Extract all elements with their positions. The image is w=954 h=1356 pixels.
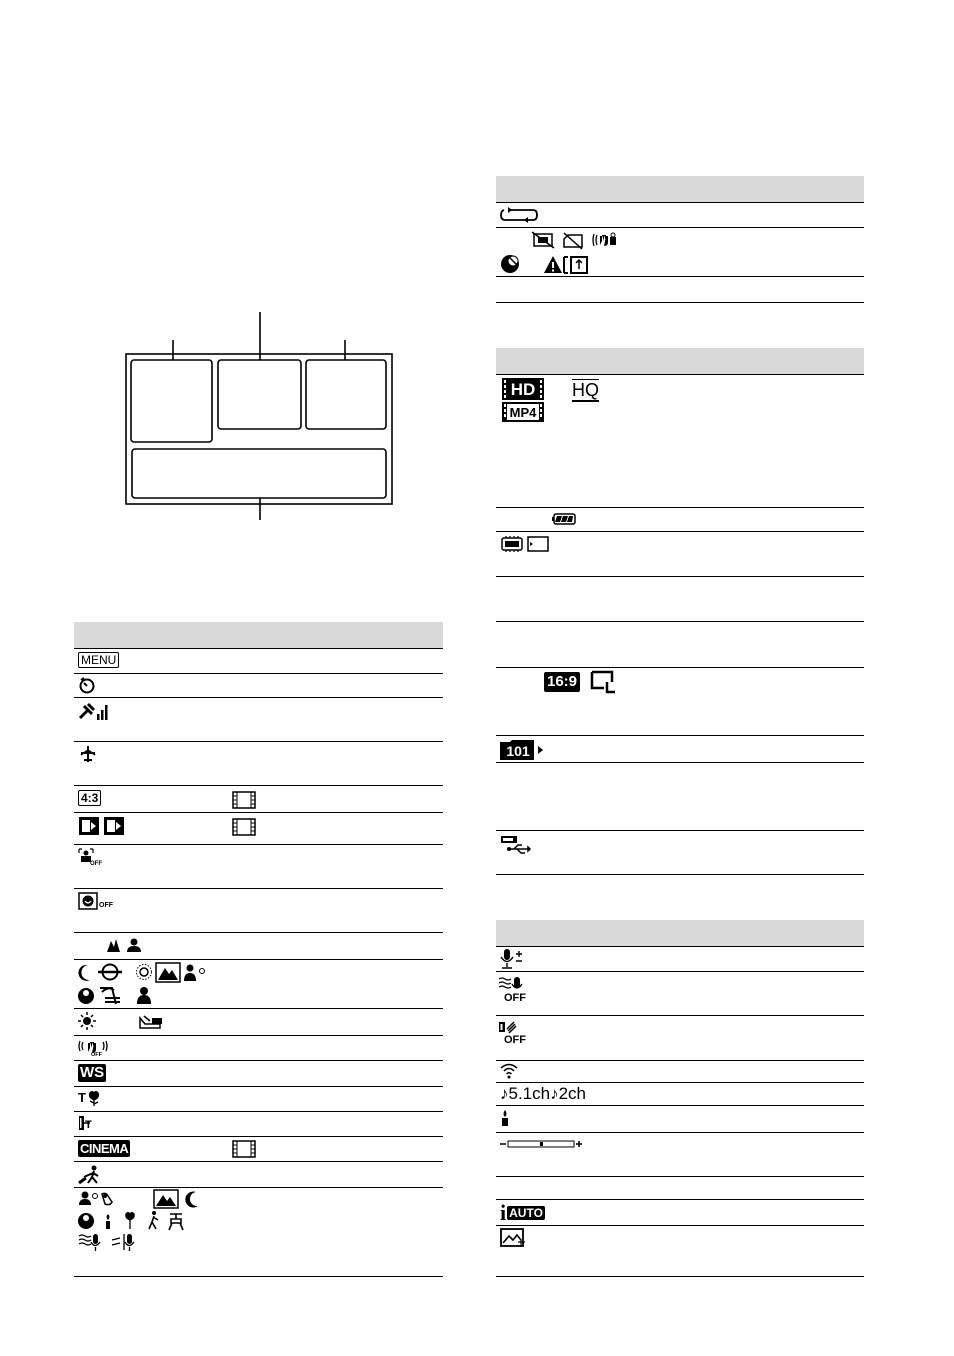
wireless-icon [500, 1063, 518, 1079]
svg-text:MP4: MP4 [509, 405, 537, 420]
svg-text:T: T [85, 1119, 92, 1131]
aspect-4-3-icon: 4:3 [78, 790, 101, 806]
scene-icon [78, 962, 212, 1006]
film-icon [232, 818, 256, 836]
svg-text:OFF: OFF [99, 902, 113, 909]
svg-text:101: 101 [506, 743, 530, 759]
picture-effect-icon [500, 1228, 526, 1248]
gps-signal-icon [78, 702, 110, 722]
color-slow-shutter-icon [78, 816, 126, 836]
battery-icon [552, 513, 576, 525]
cinema-effect-icon: CINEMA [80, 1141, 129, 1156]
svg-text:OFF: OFF [504, 992, 526, 1004]
right-icon-table-3 [496, 920, 864, 1280]
warning-icon [498, 231, 638, 275]
airplane-mode-icon [80, 745, 96, 763]
candle-icon [500, 1109, 510, 1127]
svg-text:HD: HD [510, 380, 536, 399]
aspect-16-9-icon: 16:9 [544, 672, 580, 692]
wind-noise-off-icon [498, 976, 528, 1002]
scene-icon [106, 935, 142, 953]
mp4-icon [502, 402, 544, 422]
film-icon [232, 791, 256, 809]
right-icon-table-1 [496, 176, 864, 306]
hd-quality-icon [502, 378, 544, 400]
svg-text:OFF: OFF [91, 1052, 102, 1058]
usb-connect-icon [500, 835, 530, 857]
svg-text:OFF: OFF [90, 861, 102, 867]
surround-icon: ♪5.1ch♪2ch [500, 1084, 587, 1103]
right-table-3-header [496, 920, 864, 946]
right-icon-table-2 [496, 348, 864, 878]
svg-text:T: T [78, 1090, 86, 1105]
tele-macro-icon [78, 1089, 102, 1107]
hq-icon: HQ [572, 380, 599, 400]
iauto-icon: iAUTO [500, 1200, 543, 1225]
right-table-2-header [496, 348, 864, 374]
white-balance-icon [78, 1012, 174, 1030]
menu-icon: MENU [78, 652, 119, 668]
left-icon-table [74, 622, 443, 1278]
loop-icon [500, 207, 538, 223]
wide-select-icon: WS [80, 1064, 105, 1081]
fader-icon [78, 1114, 100, 1132]
smile-shutter-off-icon [78, 892, 116, 910]
playback-folder-icon [500, 740, 544, 760]
golf-shot-icon [78, 1165, 104, 1185]
right-table-1-header [496, 176, 864, 202]
steadyshot-off-icon [78, 1038, 110, 1056]
media-icon [500, 535, 550, 553]
intelligent-auto-scene-icon [78, 1190, 212, 1260]
mic-level-icon [500, 948, 524, 970]
audio-mode-off-icon [498, 1020, 528, 1044]
film-icon [232, 1140, 256, 1158]
screen-diagram [115, 308, 405, 523]
svg-text:OFF: OFF [504, 1034, 526, 1046]
zoom-bar-icon [500, 1138, 584, 1150]
left-table-header [74, 622, 443, 648]
image-size-icon [590, 670, 618, 694]
self-timer-icon [78, 676, 96, 694]
face-detection-off-icon [78, 848, 102, 866]
